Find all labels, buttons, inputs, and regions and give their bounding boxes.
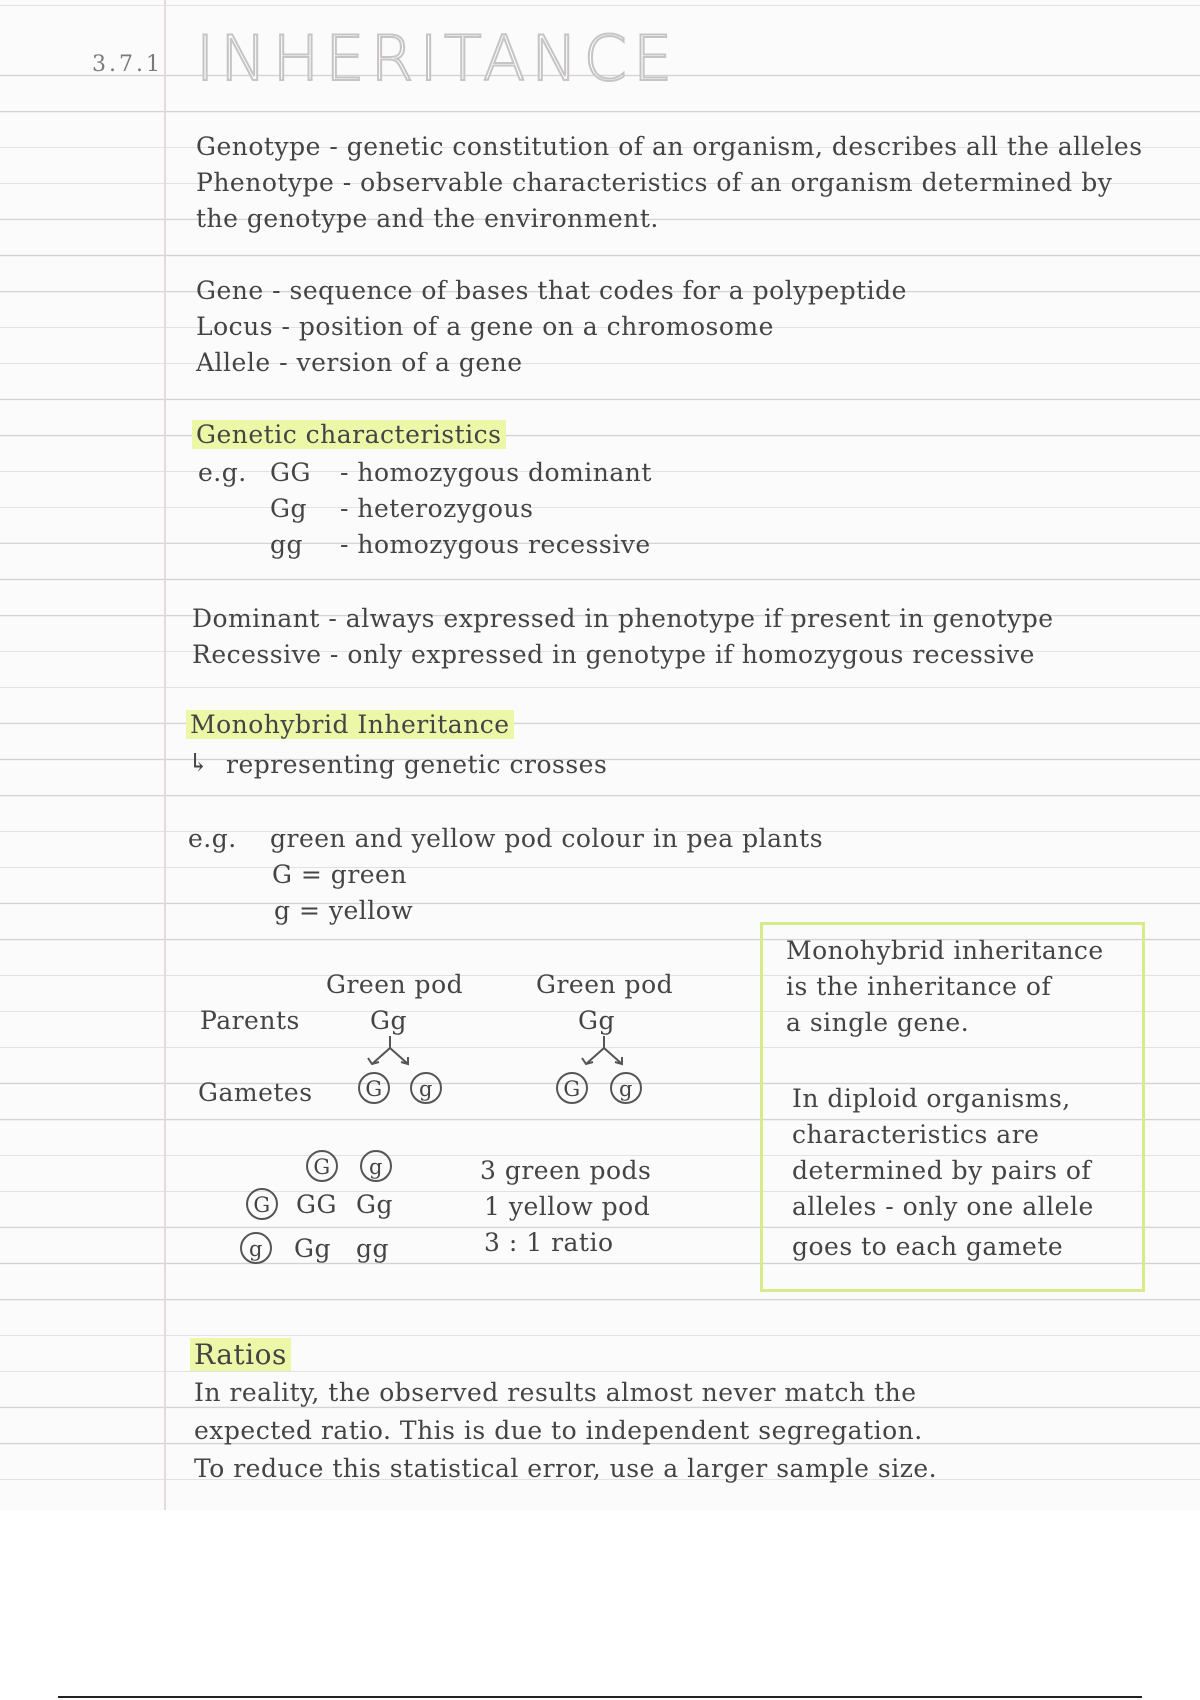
grid-header-G: G: [306, 1150, 338, 1182]
page-title: INHERITANCE: [196, 22, 679, 95]
ratios-line-2: expected ratio. This is due to independent segregation.: [194, 1416, 923, 1445]
result-green: 3 green pods: [480, 1156, 652, 1185]
note-line-7: alleles - only one allele: [792, 1192, 1094, 1221]
highlight: Monohybrid Inheritance: [186, 710, 514, 739]
parent-label-1: Green pod: [326, 970, 464, 999]
grid-cell-Gg-2: Gg: [294, 1234, 331, 1263]
genotype-Gg: Gg: [270, 494, 307, 523]
grid-row-head-G: G: [246, 1188, 278, 1220]
monohybrid-heading: [186, 710, 514, 740]
gamete-G-2: G: [556, 1072, 588, 1104]
bottom-rule: [58, 1696, 1142, 1698]
definition-phenotype-cont: the genotype and the environment.: [196, 204, 659, 233]
definition-genotype: Genotype - genetic constitution of an organism, describes all the alleles: [196, 132, 1143, 161]
genotype-Gg-desc: - heterozygous: [340, 494, 534, 523]
monohybrid-sub: representing genetic crosses: [226, 750, 608, 779]
ratios-heading: [190, 1340, 291, 1370]
grid-row-head-g: g: [240, 1232, 272, 1264]
grid-cell-Gg-1: Gg: [356, 1190, 393, 1219]
ratios-line-1: In reality, the observed results almost never match the: [194, 1378, 917, 1407]
note-line-2: is the inheritance of: [786, 972, 1052, 1001]
key-g: g = yellow: [274, 896, 414, 925]
definition-phenotype: Phenotype - observable characteristics of an organism determined by: [196, 168, 1113, 197]
gametes-label: Gametes: [198, 1078, 313, 1107]
parent-genotype-1: Gg: [370, 1006, 407, 1035]
parents-label: Parents: [200, 1006, 300, 1035]
eg-label: e.g.: [198, 458, 247, 487]
definition-gene: Gene - sequence of bases that codes for a polypeptide: [196, 276, 907, 305]
gamete-g-1: g: [410, 1072, 442, 1104]
definition-locus: Locus - position of a gene on a chromosome: [196, 312, 774, 341]
gamete-G-1: G: [358, 1072, 390, 1104]
genotype-gg-desc: - homozygous recessive: [340, 530, 651, 559]
definition-dominant: Dominant - always expressed in phenotype if present in genotype: [192, 604, 1054, 633]
ratios-line-3: To reduce this statistical error, use a larger sample size.: [194, 1454, 938, 1483]
definition-recessive: Recessive - only expressed in genotype if homozygous recessive: [192, 640, 1035, 669]
eg-label-2: e.g.: [188, 824, 237, 853]
highlight: Genetic characteristics: [192, 420, 506, 449]
genotype-GG-desc: - homozygous dominant: [340, 458, 652, 487]
note-line-1: Monohybrid inheritance: [786, 936, 1104, 965]
genetic-characteristics-heading: [192, 420, 506, 450]
section-number: 3.7.1: [92, 52, 163, 77]
note-line-8: goes to each gamete: [792, 1232, 1064, 1261]
grid-header-g: g: [360, 1150, 392, 1182]
margin-line: [164, 0, 166, 1510]
parent-genotype-2: Gg: [578, 1006, 615, 1035]
definition-allele: Allele - version of a gene: [196, 348, 523, 377]
note-line-5: characteristics are: [792, 1120, 1040, 1149]
genotype-GG: GG: [270, 458, 311, 487]
gamete-arrows: [350, 1034, 670, 1074]
gamete-g-2: g: [610, 1072, 642, 1104]
result-yellow: 1 yellow pod: [484, 1192, 651, 1221]
grid-cell-GG: GG: [296, 1190, 337, 1219]
note-line-3: a single gene.: [786, 1008, 970, 1037]
genotype-gg: gg: [270, 530, 304, 559]
parent-label-2: Green pod: [536, 970, 674, 999]
grid-cell-gg: gg: [356, 1234, 390, 1263]
key-G: G = green: [272, 860, 407, 889]
example-text: green and yellow pod colour in pea plants: [270, 824, 824, 853]
highlight: Ratios: [190, 1338, 291, 1371]
result-ratio: 3 : 1 ratio: [484, 1228, 614, 1257]
note-line-6: determined by pairs of: [792, 1156, 1092, 1185]
arrow-icon: ↳: [188, 748, 210, 777]
note-line-4: In diploid organisms,: [792, 1084, 1071, 1113]
